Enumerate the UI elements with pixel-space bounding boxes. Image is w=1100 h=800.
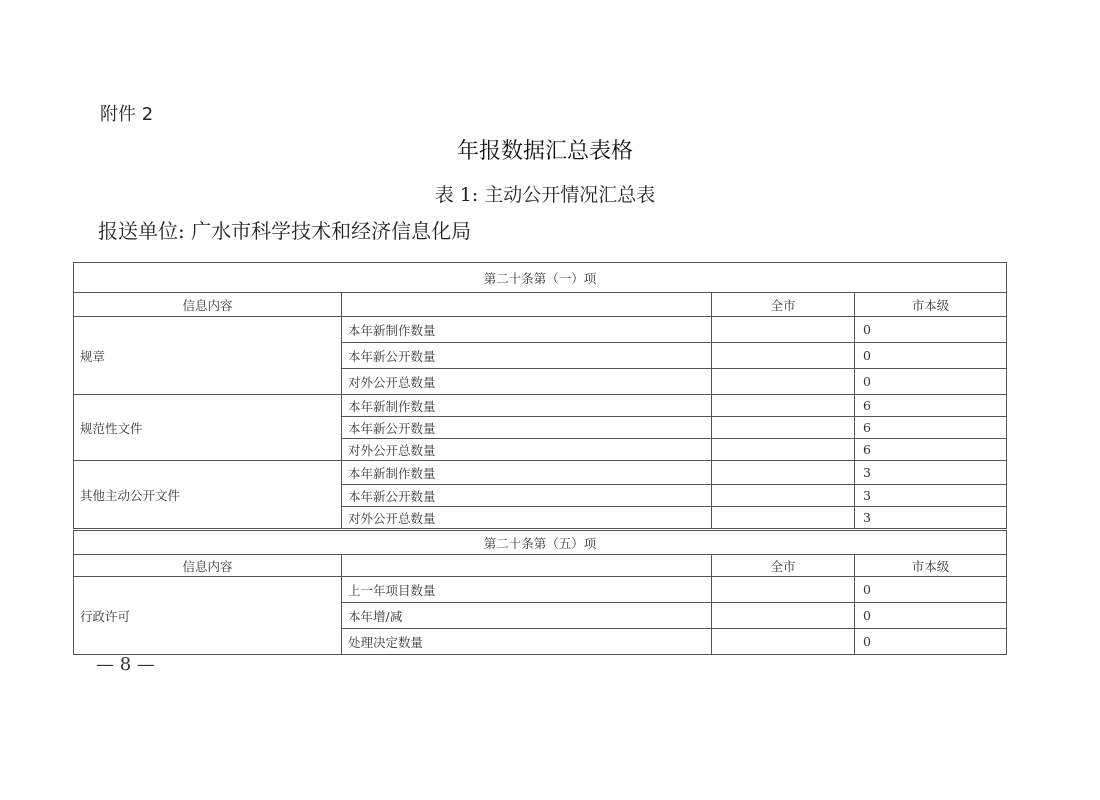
city-value — [712, 417, 855, 439]
city-level-value: 0 — [855, 317, 1007, 343]
city-value — [712, 629, 855, 655]
row-label: 处理决定数量 — [342, 629, 712, 655]
header-city-level: 市本级 — [855, 293, 1007, 317]
group-name: 行政许可 — [74, 577, 342, 655]
city-level-value: 3 — [855, 485, 1007, 507]
city-level-value: 3 — [855, 507, 1007, 529]
table-row — [74, 577, 1007, 603]
header-row — [74, 555, 1007, 577]
section-title: 第二十条第（一）项 — [74, 263, 1007, 293]
page-number: — 8 — — [96, 654, 155, 675]
header-content: 信息内容 — [74, 555, 342, 577]
reporting-unit: 报送单位: 广水市科学技术和经济信息化局 — [98, 219, 472, 243]
city-level-value: 3 — [855, 461, 1007, 485]
header-blank — [342, 293, 712, 317]
disclosure-table-section-5 — [73, 530, 1007, 655]
city-value — [712, 577, 855, 603]
group-name: 规章 — [74, 317, 342, 395]
city-value — [712, 507, 855, 529]
city-level-value: 0 — [855, 603, 1007, 629]
row-label: 对外公开总数量 — [342, 507, 712, 529]
table-row — [74, 395, 1007, 417]
header-content: 信息内容 — [74, 293, 342, 317]
attachment-label: 附件 2 — [100, 104, 154, 125]
city-level-value: 0 — [855, 629, 1007, 655]
group-name: 规范性文件 — [74, 395, 342, 461]
table-row — [74, 317, 1007, 343]
city-value — [712, 485, 855, 507]
city-value — [712, 369, 855, 395]
city-level-value: 6 — [855, 439, 1007, 461]
header-city: 全市 — [712, 293, 855, 317]
header-city: 全市 — [712, 555, 855, 577]
header-row — [74, 293, 1007, 317]
row-label: 对外公开总数量 — [342, 439, 712, 461]
row-label: 本年新公开数量 — [342, 485, 712, 507]
city-value — [712, 395, 855, 417]
document-title: 年报数据汇总表格 — [456, 139, 633, 164]
row-label: 本年新制作数量 — [342, 317, 712, 343]
city-value — [712, 317, 855, 343]
city-level-value: 0 — [855, 369, 1007, 395]
row-label: 上一年项目数量 — [342, 577, 712, 603]
city-value — [712, 603, 855, 629]
row-label: 本年新制作数量 — [342, 461, 712, 485]
row-label: 本年新公开数量 — [342, 343, 712, 369]
city-level-value: 0 — [855, 577, 1007, 603]
header-blank — [342, 555, 712, 577]
city-value — [712, 461, 855, 485]
table-subtitle: 表 1: 主动公开情况汇总表 — [434, 184, 656, 206]
city-level-value: 0 — [855, 343, 1007, 369]
row-label: 对外公开总数量 — [342, 369, 712, 395]
section-title: 第二十条第（五）项 — [74, 531, 1007, 555]
row-label: 本年新公开数量 — [342, 417, 712, 439]
row-label: 本年增/减 — [342, 603, 712, 629]
city-level-value: 6 — [855, 395, 1007, 417]
group-name: 其他主动公开文件 — [74, 461, 342, 529]
city-value — [712, 439, 855, 461]
disclosure-table-section-1 — [73, 262, 1007, 529]
table-row — [74, 461, 1007, 485]
header-city-level: 市本级 — [855, 555, 1007, 577]
city-level-value: 6 — [855, 417, 1007, 439]
row-label: 本年新制作数量 — [342, 395, 712, 417]
city-value — [712, 343, 855, 369]
